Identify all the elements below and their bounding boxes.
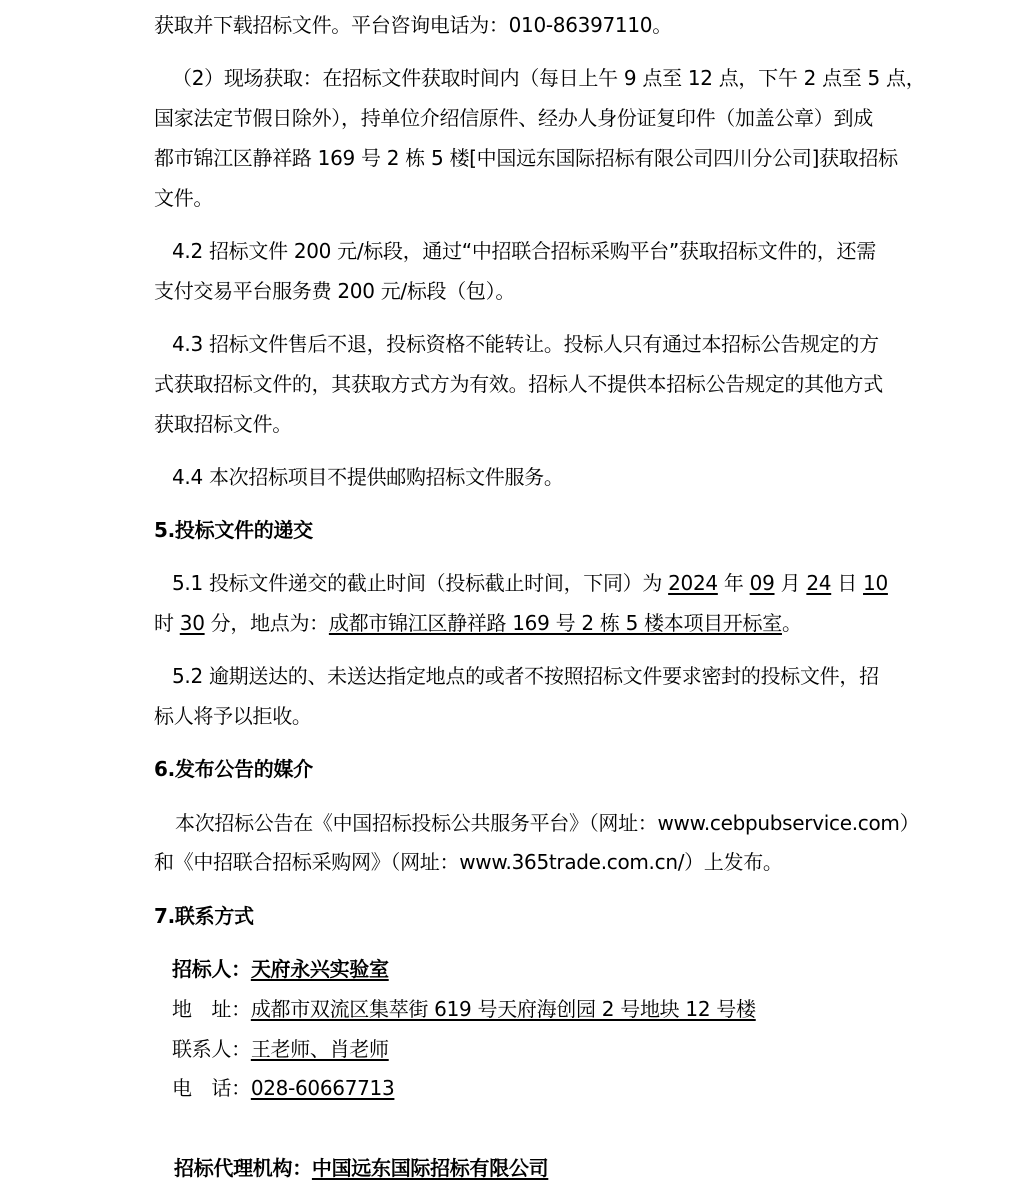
s5-1-text: 分，地点为： [204,611,329,635]
phone-label: 电 话： [172,1076,251,1100]
intro-line: 获取并下载招标文件。平台咨询电话为：010-86397110。 [154,13,672,37]
submission-place: 成都市锦江区静祥路 169 号 2 栋 5 楼本项目开标室 [328,611,782,635]
s4-3-line-1: 4.3 招标文件售后不退，投标资格不能转让。投标人只有通过本招标公告规定的方 [172,332,879,356]
s5-1-text: 日 [831,571,864,595]
s6-line-1: 本次招标公告在《中国招标投标公共服务平台》（网址：www.cebpubservice.com） [175,811,920,835]
section-6-heading: 6.发布公告的媒介 [154,757,313,781]
deadline-hour: 10 [863,571,888,595]
contact-person-value: 王老师、肖老师 [250,1037,389,1061]
address-value: 成都市双流区集萃街 619 号天府海创园 2 号地块 12 号楼 [250,997,756,1021]
contact-person-label: 联系人： [172,1037,251,1061]
s4-4-line: 4.4 本次招标项目不提供邮购招标文件服务。 [172,465,564,489]
agent-row [174,1155,548,1181]
s5-2-line-2: 标人将予以拒收。 [154,704,312,728]
contact-person-row [172,1036,389,1062]
s5-1-text: 月 [774,571,807,595]
address-label: 地 址： [172,997,251,1021]
tenderer-row [172,956,389,982]
s4-2-line-1: 4.2 招标文件 200 元/标段，通过“中招联合招标采购平台”获取招标文件的，还需 [172,239,876,263]
s5-1-text: 年 [717,571,750,595]
onsite-line-4: 文件。 [154,186,214,210]
deadline-month: 09 [749,571,775,595]
tenderer-label: 招标人： [172,957,251,981]
s6-line-2: 和《中招联合招标采购网》（网址：www.365trade.com.cn/）上发布。 [154,850,783,874]
agent-name: 中国远东国际招标有限公司 [311,1156,549,1180]
section-5-heading: 5.投标文件的递交 [154,518,313,542]
s5-1-text: 时 [154,611,180,635]
onsite-line-2: 国家法定节假日除外），持单位介绍信原件、经办人身份证复印件（加盖公章）到成 [154,106,873,130]
s5-2-line-1: 5.2 逾期送达的、未送达指定地点的或者不按照招标文件要求密封的投标文件，招 [172,664,879,688]
address-row [172,996,756,1022]
s4-3-line-3: 获取招标文件。 [154,412,292,436]
deadline-day: 24 [806,571,832,595]
onsite-line-1: （2）现场获取：在招标文件获取时间内（每日上午 9 点至 12 点，下午 2 点至 5 点， [172,66,926,90]
tenderer-name: 天府永兴实验室 [250,957,389,981]
phone-value: 028-60667713 [250,1076,395,1100]
s5-1-text: 。 [781,611,802,635]
s5-1-line-1 [172,570,888,596]
deadline-minute: 30 [179,611,205,635]
s4-3-line-2: 式获取招标文件的，其获取方式方为有效。招标人不提供本招标公告规定的其他方式 [154,372,883,396]
s4-2-line-2: 支付交易平台服务费 200 元/标段（包）。 [154,279,516,303]
phone-row [172,1075,394,1101]
section-7-heading: 7.联系方式 [154,904,254,928]
s5-1-text: 5.1 投标文件递交的截止时间（投标截止时间，下同）为 [172,571,669,595]
s5-1-line-2 [154,610,802,636]
onsite-line-3: 都市锦江区静祥路 169 号 2 栋 5 楼[中国远东国际招标有限公司四川分公司]获取招标 [154,146,898,170]
deadline-year: 2024 [668,571,718,595]
agent-label: 招标代理机构： [174,1156,312,1180]
